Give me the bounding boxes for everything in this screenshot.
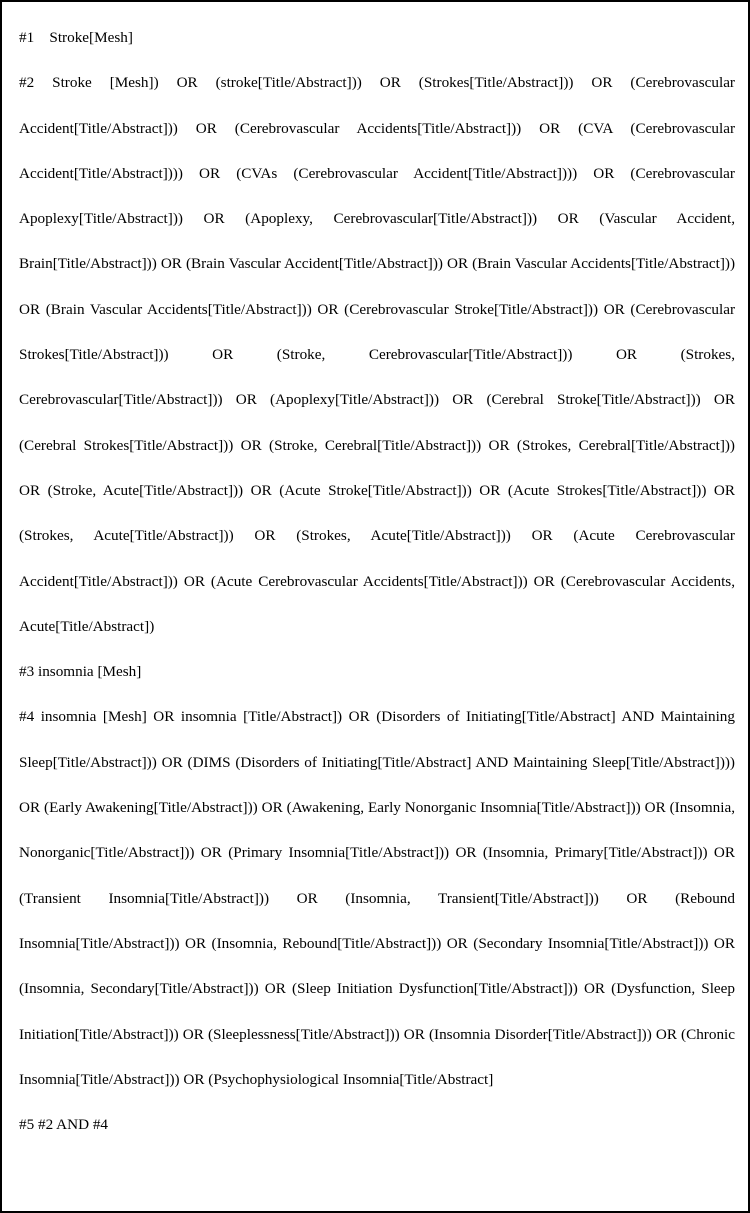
search-line-2: #2 Stroke [Mesh]) OR (stroke[Title/Abstract])) OR (Strokes[Title/Abstract])) OR (Cerebrovascular Accident[Title/Abstract])) OR (Cerebrovascular Accidents[Title/Abstract])) OR (CVA (Cerebrovascular Accident[Title/Abstract]))) OR (CVAs (Cerebrovascular Accident[Title/Abstract]))) OR (Cerebrovascular Apoplexy[Title/Abstract])) OR (Apoplexy, Cerebrovascular[Title/Abstract])) OR (Vascular Accident, Brain[Title/Abstract])) OR (Brain Vascular Accident[Title/Abstract])) OR (Brain Vascular Accidents[Title/Abstract])) OR (Brain Vascular Accidents[Title/Abstract])) OR (Cerebrovascular Stroke[Title/Abstract])) OR (Cerebrovascular Strokes[Title/Abstract])) OR (Stroke, Cerebrovascular[Title/Abstract])) OR (Strokes, Cerebrovascular[Title/Abstract])) OR (Apoplexy[Title/Abstract])) OR (Cerebral Stroke[Title/Abstract])) OR (Cerebral Strokes[Title/Abstract])) OR (Stroke, Cerebral[Title/Abstract])) OR (Strokes, Cerebral[Title/Abstract])) OR (Stroke, Acute[Title/Abstract])) OR (Acute Stroke[Title/Abstract])) OR (Acute Strokes[Title/Abstract])) OR (Strokes, Acute[Title/Abstract])) OR (Strokes, Acute[Title/Abstract])) OR (Acute Cerebrovascular Accident[Title/Abstract])) OR (Acute Cerebrovascular Accidents[Title/Abstract])) OR (Cerebrovascular Accidents, Acute[Title/Abstract])	[19, 74, 735, 635]
search-line-5: #5 #2 AND #4	[19, 1116, 109, 1134]
search-strategy-text	[19, 15, 735, 1147]
search-line-1: #1 Stroke[Mesh]	[19, 29, 133, 46]
search-line-3: #3 insomnia [Mesh]	[19, 663, 142, 681]
search-line-4: #4 insomnia [Mesh] OR insomnia [Title/Abstract]) OR (Disorders of Initiating[Title/Abstract] AND Maintaining Sleep[Title/Abstract])) OR (DIMS (Disorders of Initiating[Title/Abstract] AND Maintaining Sleep[Title/Abstract]))) OR (Early Awakening[Title/Abstract])) OR (Awakening, Early Nonorganic Insomnia[Title/Abstract])) OR (Insomnia, Nonorganic[Title/Abstract])) OR (Primary Insomnia[Title/Abstract])) OR (Insomnia, Primary[Title/Abstract])) OR (Transient Insomnia[Title/Abstract])) OR (Insomnia, Transient[Title/Abstract])) OR (Rebound Insomnia[Title/Abstract])) OR (Insomnia, Rebound[Title/Abstract])) OR (Secondary Insomnia[Title/Abstract])) OR (Insomnia, Secondary[Title/Abstract])) OR (Sleep Initiation Dysfunction[Title/Abstract])) OR (Dysfunction, Sleep Initiation[Title/Abstract])) OR (Sleeplessness[Title/Abstract])) OR (Insomnia Disorder[Title/Abstract])) OR (Chronic Insomnia[Title/Abstract])) OR (Psychophysiological Insomnia[Title/Abstract]	[19, 708, 735, 1088]
